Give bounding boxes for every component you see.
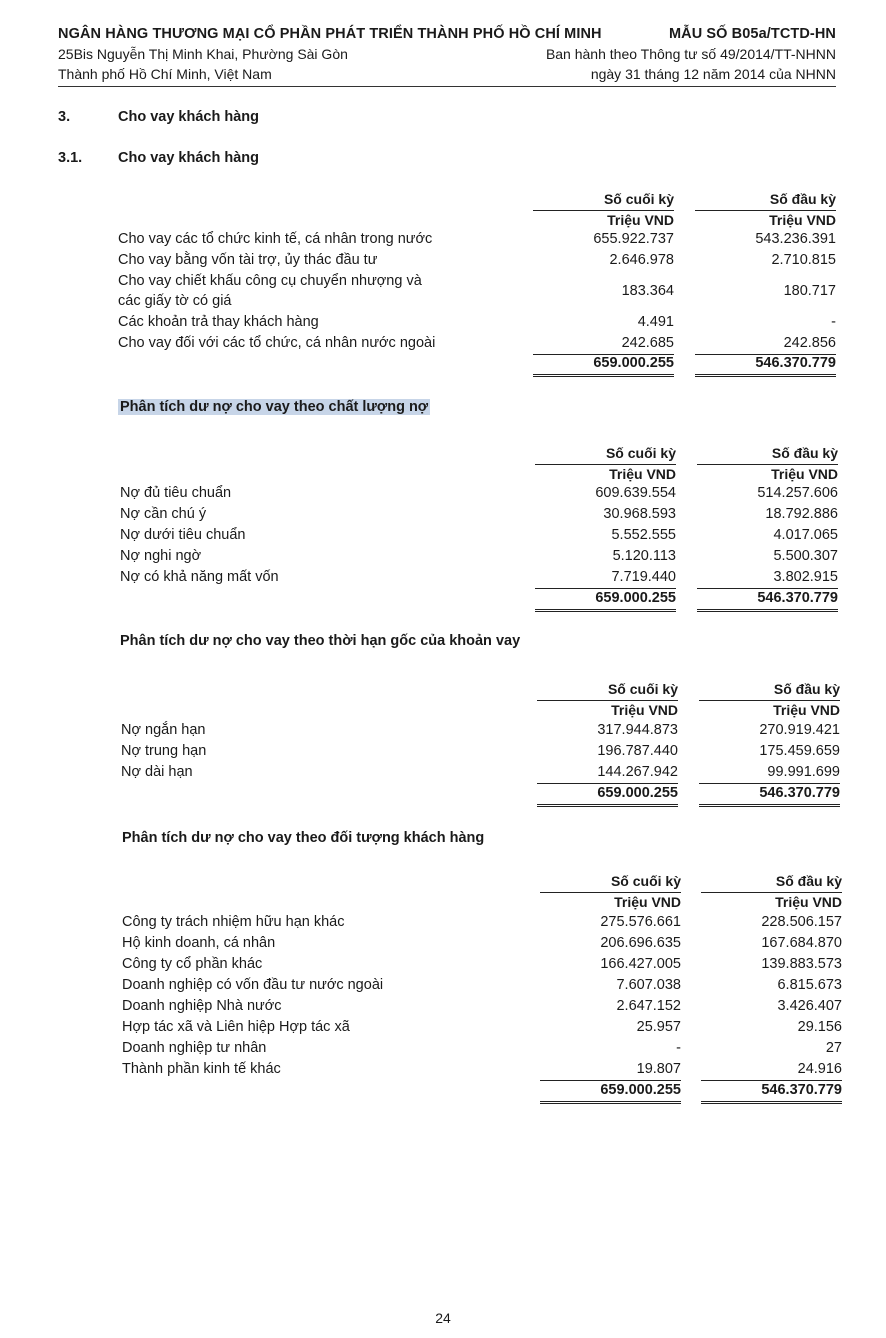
total-double-rule	[537, 804, 678, 807]
row-value-begin: 27	[825, 1040, 842, 1056]
total-end: 659.000.255	[595, 590, 676, 606]
row-value-begin: 175.459.659	[759, 743, 840, 759]
row-value-begin: 6.815.673	[777, 977, 842, 993]
col-header-begin: Số đầu kỳ	[775, 873, 842, 889]
row-value-end: 144.267.942	[597, 764, 678, 780]
header-left	[58, 24, 602, 84]
total-double-rule	[533, 374, 674, 377]
row-value-end: 317.944.873	[597, 722, 678, 738]
row-value-begin: 3.426.407	[777, 998, 842, 1014]
col-header-end: Số cuối kỳ	[603, 191, 674, 207]
col-unit-end: Triệu VND	[609, 466, 676, 482]
total-double-rule	[535, 609, 676, 612]
address-line-2: Thành phố Hồ Chí Minh, Việt Nam	[58, 66, 272, 82]
row-value-end: 25.957	[636, 1019, 681, 1035]
row-value-end: 5.552.555	[611, 527, 676, 543]
row-value-end: 30.968.593	[603, 506, 676, 522]
subsection-number: 3.1.	[58, 150, 83, 166]
col-header-begin: Số đầu kỳ	[773, 681, 840, 697]
total-end: 659.000.255	[593, 355, 674, 371]
total-rule	[701, 1080, 842, 1081]
total-begin: 546.370.779	[757, 590, 838, 606]
row-label: Công ty trách nhiệm hữu hạn khác	[122, 914, 345, 930]
total-rule	[697, 588, 838, 589]
row-label: Thành phần kinh tế khác	[122, 1061, 281, 1077]
row-label: Cho vay đối với các tổ chức, cá nhân nước ngoài	[118, 335, 436, 351]
row-value-end: 7.607.038	[616, 977, 681, 993]
row-value-end: 242.685	[621, 335, 674, 351]
row-value-end: 5.120.113	[612, 548, 676, 564]
col-unit-begin: Triệu VND	[775, 894, 842, 910]
row-value-end: 7.719.440	[611, 569, 676, 585]
total-double-rule	[697, 609, 838, 612]
row-label: Nợ có khả năng mất vốn	[120, 569, 279, 585]
total-begin: 546.370.779	[755, 355, 836, 371]
section-title: Cho vay khách hàng	[118, 109, 260, 125]
row-value-end: 206.696.635	[600, 935, 681, 951]
total-rule	[699, 783, 840, 784]
total-double-rule	[540, 1101, 681, 1104]
row-value-end: 275.576.661	[600, 914, 681, 930]
total-end: 659.000.255	[600, 1082, 681, 1098]
row-label: Cho vay các tổ chức kinh tế, cá nhân trong nước	[118, 231, 433, 247]
row-label: Nợ dài hạn	[121, 764, 193, 780]
row-value-begin: 29.156	[797, 1019, 842, 1035]
row-label: Cho vay bằng vốn tài trợ, ủy thác đầu tư	[118, 252, 378, 268]
col-unit-end: Triệu VND	[611, 702, 678, 718]
col-header-end: Số cuối kỳ	[605, 445, 676, 461]
row-value-begin: 18.792.886	[765, 506, 838, 522]
row-value-begin: 242.856	[783, 335, 836, 351]
row-value-begin: 228.506.157	[761, 914, 842, 930]
col-header-end: Số cuối kỳ	[607, 681, 678, 697]
row-label: Nợ nghi ngờ	[120, 548, 202, 564]
row-label: Nợ cần chú ý	[120, 506, 207, 522]
row-label-continued: các giấy tờ có giá	[118, 293, 232, 309]
row-value-begin: 139.883.573	[761, 956, 842, 972]
total-double-rule	[695, 374, 836, 377]
col-unit-end: Triệu VND	[607, 212, 674, 228]
row-value-end: 2.646.978	[609, 252, 674, 268]
row-value-begin: 270.919.421	[759, 722, 840, 738]
row-label: Công ty cổ phần khác	[122, 956, 263, 972]
row-value-begin: 4.017.065	[773, 527, 838, 543]
table-title-customer: Phân tích dư nợ cho vay theo đối tượng khách hàng	[122, 830, 485, 846]
row-value-begin: 543.236.391	[755, 231, 836, 247]
col-unit-begin: Triệu VND	[769, 212, 836, 228]
row-value-begin: 2.710.815	[771, 252, 836, 268]
col-header-begin: Số đầu kỳ	[769, 191, 836, 207]
total-rule	[540, 1080, 681, 1081]
header-divider	[58, 86, 836, 87]
total-rule	[537, 783, 678, 784]
row-label: Các khoản trả thay khách hàng	[118, 314, 319, 330]
col-unit-begin: Triệu VND	[771, 466, 838, 482]
row-value-begin: -	[831, 314, 836, 330]
section-number: 3.	[58, 109, 71, 125]
row-label: Nợ đủ tiêu chuẩn	[120, 485, 232, 501]
total-begin: 546.370.779	[759, 785, 840, 801]
row-value-begin: 167.684.870	[761, 935, 842, 951]
row-label: Cho vay chiết khấu công cụ chuyển nhượng và	[118, 273, 422, 289]
total-rule	[535, 588, 676, 589]
row-value-end: 183.364	[621, 283, 674, 299]
row-value-begin: 5.500.307	[773, 548, 838, 564]
subsection-title: Cho vay khách hàng	[118, 150, 260, 166]
total-end: 659.000.255	[597, 785, 678, 801]
row-label: Doanh nghiệp tư nhân	[122, 1040, 267, 1056]
issued-line-1: Ban hành theo Thông tư số 49/2014/TT-NHNN	[545, 46, 836, 62]
row-value-end: 609.639.554	[595, 485, 676, 501]
row-label: Doanh nghiệp Nhà nước	[122, 998, 282, 1014]
row-value-end: 196.787.440	[597, 743, 678, 759]
address-line-1: 25Bis Nguyễn Thị Minh Khai, Phường Sài Gòn	[58, 46, 348, 62]
row-label: Doanh nghiệp có vốn đầu tư nước ngoài	[122, 977, 384, 993]
table-title-term: Phân tích dư nợ cho vay theo thời hạn gốc của khoản vay	[120, 633, 521, 649]
col-unit-begin: Triệu VND	[773, 702, 840, 718]
col-unit-end: Triệu VND	[614, 894, 681, 910]
header-right	[546, 24, 836, 84]
row-value-begin: 99.991.699	[767, 764, 840, 780]
row-value-begin: 514.257.606	[757, 485, 838, 501]
row-label: Hợp tác xã và Liên hiệp Hợp tác xã	[122, 1019, 350, 1035]
row-value-begin: 180.717	[783, 283, 836, 299]
bank-name: NGÂN HÀNG THƯƠNG MẠI CỔ PHẦN PHÁT TRIỂN THÀNH PHỐ HỒ CHÍ MINH	[58, 26, 602, 42]
row-value-end: 166.427.005	[600, 956, 681, 972]
page-number: 24	[435, 1310, 451, 1326]
col-header-end: Số cuối kỳ	[610, 873, 681, 889]
row-value-end: -	[676, 1040, 681, 1056]
col-header-begin: Số đầu kỳ	[771, 445, 838, 461]
form-code: MẪU SỐ B05a/TCTD-HN	[668, 26, 836, 42]
row-label: Nợ trung hạn	[121, 743, 207, 759]
row-value-begin: 24.916	[797, 1061, 842, 1077]
issued-line-2: ngày 31 tháng 12 năm 2014 của NHNN	[590, 66, 836, 82]
row-value-end: 4.491	[637, 314, 674, 330]
table-title-quality: Phân tích dư nợ cho vay theo chất lượng nợ	[120, 399, 429, 415]
row-label: Hộ kinh doanh, cá nhân	[122, 935, 276, 951]
row-value-begin: 3.802.915	[773, 569, 838, 585]
row-value-end: 19.807	[636, 1061, 681, 1077]
row-value-end: 655.922.737	[593, 231, 674, 247]
total-double-rule	[699, 804, 840, 807]
row-value-end: 2.647.152	[616, 998, 681, 1014]
row-label: Nợ dưới tiêu chuẩn	[120, 527, 246, 543]
total-double-rule	[701, 1101, 842, 1104]
total-begin: 546.370.779	[761, 1082, 842, 1098]
row-label: Nợ ngắn hạn	[121, 722, 206, 738]
